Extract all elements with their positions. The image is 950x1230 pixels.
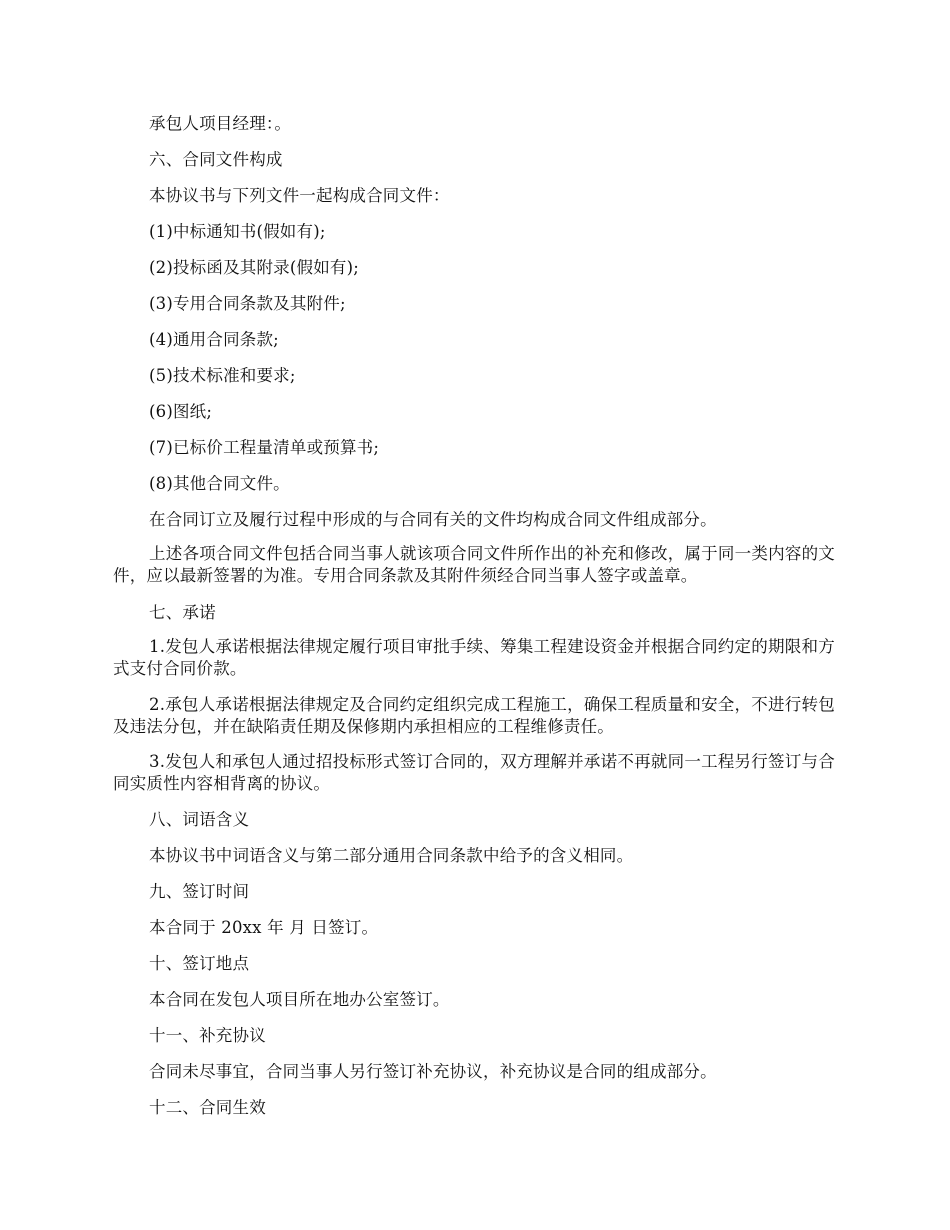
paragraph-supplementary-agreement: 合同未尽事宜，合同当事人另行签订补充协议，补充协议是合同的组成部分。	[149, 1062, 717, 1081]
paragraph-bidding-commitment: 3.发包人和承包人通过招投标形式签订合同的，双方理解并承诺不再就同一工程另行签订与合同实质性内容相背离的协议。	[113, 752, 835, 793]
paragraph-contractor-project-manager: 承包人项目经理：。	[149, 114, 292, 133]
list-item-other-documents: (8)其他合同文件。	[149, 474, 290, 493]
list-item-bid-notice: (1)中标通知书(假如有);	[149, 222, 326, 241]
section-heading-contract-documents: 六、合同文件构成	[149, 150, 283, 169]
section-heading-signing-time: 九、签订时间	[149, 882, 250, 901]
section-heading-commitments: 七、承诺	[149, 603, 216, 622]
paragraph-signing-place: 本合同在发包人项目所在地办公室签订。	[149, 990, 450, 1009]
paragraph-employer-commitment: 1.发包人承诺根据法律规定履行项目审批手续、筹集工程建设资金并根据合同约定的期限和方式支付合同价款。	[113, 637, 835, 678]
list-item-general-terms: (4)通用合同条款;	[149, 330, 279, 349]
list-item-special-terms: (3)专用合同条款及其附件;	[149, 294, 346, 313]
list-item-technical-standards: (5)技术标准和要求;	[149, 366, 296, 385]
section-heading-definitions: 八、词语含义	[149, 810, 250, 829]
list-item-drawings: (6)图纸;	[149, 402, 213, 421]
list-item-bid-letter: (2)投标函及其附录(假如有);	[149, 258, 360, 277]
paragraph-documents-formed: 在合同订立及履行过程中形成的与合同有关的文件均构成合同文件组成部分。	[149, 510, 717, 529]
paragraph-supplements-and-revisions: 上述各项合同文件包括合同当事人就该项合同文件所作出的补充和修改，属于同一类内容的文件，应以最新签署的为准。专用合同条款及其附件须经合同当事人签字或盖章。	[113, 544, 835, 585]
paragraph-signing-time: 本合同于 20xx 年 月 日签订。	[149, 918, 379, 937]
section-heading-contract-effectiveness: 十二、合同生效	[149, 1098, 266, 1117]
list-item-bill-of-quantities: (7)已标价工程量清单或预算书;	[149, 438, 380, 457]
section-heading-signing-place: 十、签订地点	[149, 954, 250, 973]
paragraph-contractor-commitment: 2.承包人承诺根据法律规定及合同约定组织完成工程施工，确保工程质量和安全，不进行转包及违法分包，并在缺陷责任期及保修期内承担相应的工程维修责任。	[113, 695, 835, 736]
paragraph-definitions: 本协议书中词语含义与第二部分通用合同条款中给予的含义相同。	[149, 846, 634, 865]
section-heading-supplementary-agreement: 十一、补充协议	[149, 1026, 266, 1045]
paragraph-contract-documents-intro: 本协议书与下列文件一起构成合同文件：	[149, 186, 450, 205]
